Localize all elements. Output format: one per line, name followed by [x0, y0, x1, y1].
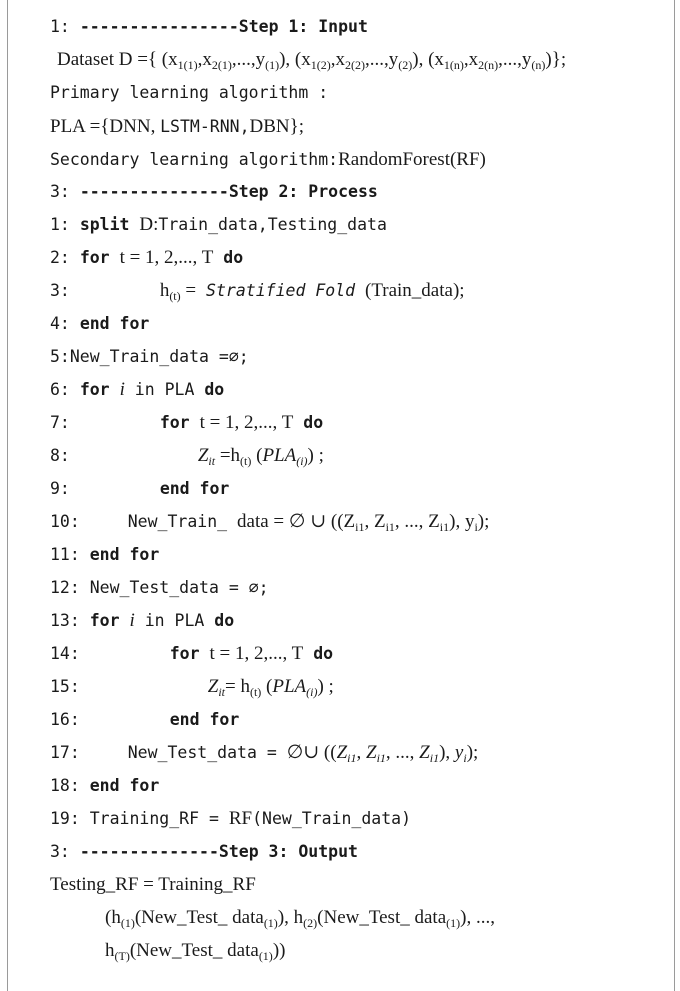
keyword-end-for: end for: [169, 710, 240, 729]
algo-line-20: [50, 643, 333, 665]
algo-line-25: [50, 808, 411, 830]
algo-line-4: [50, 115, 304, 138]
line-number: 2:: [50, 248, 70, 267]
keyword-end-for: end for: [159, 479, 230, 498]
algo-line-8: [50, 247, 243, 269]
algo-line-3: [50, 82, 328, 104]
keyword-split: split: [79, 215, 130, 234]
step-2-heading: Step 2: Process: [228, 182, 378, 201]
secondary-algorithm-value: RandomForest(RF): [338, 149, 486, 170]
split-targets: Train_data,Testing_data: [158, 215, 387, 234]
line-number: 14:: [50, 644, 80, 663]
keyword-do: do: [214, 611, 235, 630]
pla-lstm: LSTM-RNN,: [160, 117, 250, 136]
loop-variable: i: [129, 610, 135, 631]
line-number: 15:: [50, 677, 80, 696]
algo-line-21: [50, 676, 334, 698]
primary-algorithm-label: Primary learning algorithm :: [50, 83, 329, 102]
algo-line-13: [50, 412, 323, 434]
line-number: 17:: [50, 743, 80, 762]
new-train-init: New_Train_data =∅;: [69, 347, 249, 366]
line-number: 1:: [50, 17, 70, 36]
new-test-label: New_Test_data =: [127, 743, 277, 762]
line-number: 3:: [50, 281, 70, 300]
loop-collection: in PLA: [144, 611, 205, 630]
algo-line-6: [50, 181, 378, 203]
loop-range: t = 1, 2,..., T: [199, 412, 294, 433]
algo-line-5: [50, 148, 486, 171]
keyword-do: do: [313, 644, 334, 663]
step-dashes: ---------------: [79, 182, 229, 201]
step-dashes: ----------------: [79, 17, 239, 36]
algo-line-29: [105, 940, 285, 962]
z-assignment: $Z_{it} =h_{(t)}$ $(PLA_{(i)})$ ;: [197, 445, 324, 468]
line-number: 13:: [50, 611, 80, 630]
new-train-label: New_Train_: [127, 512, 228, 531]
algo-line-23: [50, 742, 478, 764]
keyword-for: for: [89, 611, 120, 630]
stratified-fold: Stratified Fold: [206, 281, 356, 300]
new-train-union: data = ∅ ∪ (($Z_{i1}$, $Z_{i1}$, ..., $Z_{i1}$), $y_i$);: [237, 511, 490, 534]
algo-line-2: [57, 49, 566, 71]
algo-line-18: [50, 577, 269, 599]
algo-line-26: [50, 841, 358, 863]
line-number: 9:: [50, 479, 70, 498]
step-1-heading: Step 1: Input: [238, 17, 368, 36]
keyword-do: do: [303, 413, 324, 432]
algo-line-9: [50, 280, 465, 302]
line-number: 8:: [50, 446, 70, 465]
step-dashes: --------------: [79, 842, 219, 861]
algo-line-28: [105, 907, 495, 929]
new-test-union: ∅∪ (($Z_{i1}$, $Z_{i1}$, ..., $Z_{i1}$), $y_i$);: [286, 742, 479, 765]
dataset-definition: Dataset D ={ $(x_{1(1)},x_{2(1)},...,y_{(1)})$, $(x_{1(2)},x_{2(2)},...,y_{(2)})$, $(x_{1(n)},x_{2(n)},...,y_{(n)})$};: [57, 49, 567, 72]
algo-line-11: [50, 346, 249, 368]
algo-line-24: [50, 775, 159, 797]
line-number: 5:: [50, 347, 70, 366]
loop-range: t = 1, 2,..., T: [209, 643, 304, 664]
algo-line-22: [50, 709, 239, 731]
line-number: 7:: [50, 413, 70, 432]
keyword-for: for: [79, 380, 110, 399]
loop-variable: i: [119, 379, 125, 400]
split-dataset: D:: [139, 214, 159, 235]
keyword-end-for: end for: [79, 314, 150, 333]
fold-assignment: $h_{(t)}$ =: [159, 280, 197, 303]
line-number: 18:: [50, 776, 80, 795]
fold-argument: (Train_data);: [365, 280, 465, 301]
line-number: 19:: [50, 809, 80, 828]
keyword-for: for: [159, 413, 190, 432]
step-3-heading: Step 3: Output: [218, 842, 358, 861]
algo-line-19: [50, 610, 234, 632]
line-number: 11:: [50, 545, 80, 564]
line-number: 1:: [50, 215, 70, 234]
algo-line-14: [50, 445, 324, 467]
line-number: 12:: [50, 578, 80, 597]
algo-line-27: [50, 874, 256, 896]
training-rf-label: Training_RF =: [89, 809, 219, 828]
algo-line-12: [50, 379, 224, 401]
keyword-end-for: end for: [89, 545, 160, 564]
keyword-for: for: [79, 248, 110, 267]
loop-range: t = 1, 2,..., T: [119, 247, 214, 268]
keyword-do: do: [223, 248, 244, 267]
rf-argument: (New_Train_data): [252, 809, 412, 828]
line-number: 6:: [50, 380, 70, 399]
secondary-algorithm-label: Secondary learning algorithm:: [50, 150, 339, 169]
keyword-end-for: end for: [89, 776, 160, 795]
keyword-for: for: [169, 644, 200, 663]
keyword-do: do: [204, 380, 225, 399]
testing-rf-assignment: Testing_RF = Training_RF: [50, 874, 256, 895]
algo-line-7: [50, 214, 387, 236]
z-assignment: $Z_{it}= h_{(t)}$ $(PLA_{(i)})$ ;: [207, 676, 334, 699]
pla-suffix: DBN};: [249, 116, 305, 137]
line-number: 4:: [50, 314, 70, 333]
algo-line-15: [50, 478, 229, 500]
algo-line-16: [50, 511, 489, 533]
algo-line-17: [50, 544, 159, 566]
algo-line-10: [50, 313, 149, 335]
line-number: 3:: [50, 182, 70, 201]
rf-call: RF: [228, 808, 253, 829]
loop-collection: in PLA: [134, 380, 195, 399]
line-number: 10:: [50, 512, 80, 531]
pla-prefix: PLA ={DNN,: [50, 116, 161, 137]
line-number: 3:: [50, 842, 70, 861]
new-test-init: New_Test_data = ∅;: [89, 578, 269, 597]
line-number: 16:: [50, 710, 80, 729]
testing-rf-predictions-1: ($h_{(1)}(New\_Test\_$ data$_{(1)}$), $h_{(2)}(New\_Test\_$ data$_{(1)}$), ...,: [105, 907, 495, 930]
testing-rf-predictions-2: $h_{(T)}(New\_Test\_$ data$_{(1)}$)): [105, 940, 286, 963]
algo-line-1: [50, 16, 368, 38]
